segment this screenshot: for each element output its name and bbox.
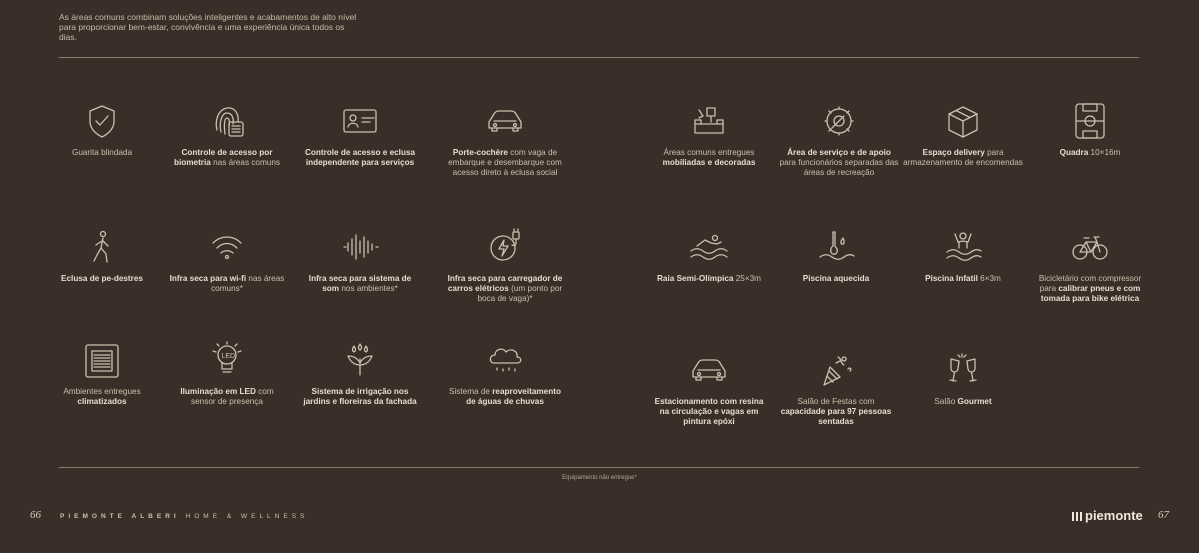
feature-item	[649, 226, 769, 284]
feature-label	[903, 397, 1023, 407]
bottom-divider	[59, 467, 1139, 468]
feature-label-bold: Área de serviço e de apoio	[787, 148, 891, 157]
feature-label	[445, 274, 565, 304]
soundwave-icon	[338, 226, 382, 268]
package-icon	[941, 100, 985, 142]
air-conditioner-icon	[80, 339, 124, 381]
feature-label-bold: Controle de acesso e eclusa independente para serviços	[304, 148, 416, 167]
feature-label-regular: 25×3m	[733, 274, 761, 283]
feature-label	[903, 274, 1023, 284]
feature-label-bold: Espaço delivery	[922, 148, 985, 157]
child-pool-icon	[941, 226, 985, 268]
feature-item	[445, 226, 565, 304]
feature-label-regular: Sistema de	[449, 387, 493, 396]
page-number-right: 67	[1158, 509, 1169, 521]
feature-label	[300, 387, 420, 407]
feature-label-regular: nos ambientes*	[339, 284, 398, 293]
feature-item	[167, 100, 287, 168]
rain-cloud-icon	[483, 339, 527, 381]
swimmer-icon	[687, 226, 731, 268]
feature-label	[300, 274, 420, 294]
intro-text: As áreas comuns combinam soluções inteligentes e acabamentos de alto nível para proporcionar bem-estar, convivência e uma experiência única todos os dias.	[59, 12, 357, 42]
feature-label-regular: com vaga de embarque e desembarque com acesso direto à eclusa social	[448, 148, 562, 177]
wifi-icon	[205, 226, 249, 268]
feature-item	[42, 100, 162, 158]
fingerprint-icon	[205, 100, 249, 142]
feature-label-bold: mobiliadas e decoradas	[662, 158, 756, 167]
feature-item	[903, 349, 1023, 407]
feature-label	[1030, 148, 1150, 158]
top-divider	[59, 57, 1139, 58]
logo-bars-icon	[1072, 512, 1082, 521]
feature-label-regular: Ambientes entregues	[63, 387, 141, 396]
party-popper-icon	[814, 349, 858, 391]
bicycle-icon	[1068, 226, 1112, 268]
feature-label-bold: climatizados	[77, 397, 127, 406]
feature-label-bold: nos jardins e floreiras da fachada	[303, 387, 417, 406]
feature-label-bold: Controle de acesso por biometria	[173, 148, 273, 167]
feature-label-bold: Gourmet	[957, 397, 992, 406]
feature-label-bold: calibrar pneus e com tomada para bike elétrica	[1040, 284, 1141, 303]
feature-item	[445, 100, 565, 178]
feature-label	[167, 274, 287, 294]
feature-item	[445, 339, 565, 407]
feature-label	[167, 148, 287, 168]
feature-label-regular: nas áreas comuns*	[211, 274, 285, 293]
car-icon	[483, 100, 527, 142]
feature-label-bold: Iluminação em LED	[180, 387, 256, 396]
feature-item	[300, 339, 420, 407]
piemonte-logo	[1072, 508, 1143, 523]
feature-label-bold: Eclusa de pe-destres	[61, 274, 143, 283]
page-number-left: 66	[30, 509, 41, 521]
feature-item	[300, 226, 420, 294]
feature-item	[1030, 226, 1150, 304]
feature-label	[779, 148, 899, 178]
feature-label-bold: Quadra	[1059, 148, 1089, 157]
feature-label	[42, 387, 162, 407]
feature-item	[167, 226, 287, 294]
brand-strong: PIEMONTE ALBERI	[60, 513, 180, 520]
feature-label-regular: 10×16m	[1088, 148, 1121, 157]
feature-item	[167, 339, 287, 407]
feature-label-regular: Salão	[934, 397, 958, 406]
feature-label	[42, 274, 162, 284]
feature-label-regular: 6×3m	[977, 274, 1001, 283]
feature-label-bold: Raia Semi-Olímpica	[657, 274, 734, 283]
brand-line	[60, 513, 308, 520]
feature-item	[649, 100, 769, 168]
feature-label	[649, 397, 769, 427]
feature-item	[903, 100, 1023, 168]
wrench-gear-icon	[817, 100, 861, 142]
feature-label	[300, 148, 420, 168]
pedestrian-icon	[80, 226, 124, 268]
feature-label-regular: (um ponto por boca de vaga)*	[477, 284, 563, 303]
shield-check-icon	[80, 100, 124, 142]
feature-label-regular: Áreas comuns entregues	[663, 148, 755, 157]
plant-icon	[338, 339, 382, 381]
brand-rest: HOME & WELLNESS	[179, 513, 309, 520]
feature-label-bold: capacidade para 97 pessoas sentadas	[780, 407, 892, 426]
feature-item	[300, 100, 420, 168]
feature-label-regular: para funcionários separadas das áreas de recreação	[779, 158, 899, 177]
feature-label-bold: Infra seca para carregador de carros elétricos	[447, 274, 563, 293]
ev-charger-icon	[483, 226, 527, 268]
id-card-icon	[338, 100, 382, 142]
feature-label-bold: Infra seca para sistema de som	[308, 274, 412, 293]
feature-label	[776, 397, 896, 427]
thermometer-water-icon	[814, 226, 858, 268]
feature-label	[445, 148, 565, 178]
logo-text: piemonte	[1085, 508, 1143, 523]
led-bulb-icon	[205, 339, 249, 381]
feature-label-regular: para armazenamento de encomendas	[903, 148, 1023, 167]
feature-item	[42, 339, 162, 407]
feature-label	[649, 274, 769, 284]
feature-label-bold: Sistema de irrigação	[311, 387, 392, 396]
feature-item	[776, 349, 896, 427]
feature-label	[776, 274, 896, 284]
feature-label-regular: Salão de Festas com	[797, 397, 875, 406]
feature-label	[649, 148, 769, 168]
footnote: Equipamento não entregue*	[562, 475, 637, 481]
feature-label-regular: com sensor de presença	[191, 387, 274, 406]
feature-label-regular: Guarita blindada	[71, 148, 133, 157]
feature-label	[903, 148, 1023, 168]
feature-label-bold: Infra seca para wi-fi	[169, 274, 247, 283]
feature-label-bold: Piscina aquecida	[802, 274, 870, 283]
feature-label-regular: Bicicletário com compressor para	[1038, 274, 1142, 293]
feature-item	[779, 100, 899, 178]
feature-item	[42, 226, 162, 284]
court-icon	[1068, 100, 1112, 142]
feature-item	[1030, 100, 1150, 158]
car-icon	[687, 349, 731, 391]
feature-item	[649, 349, 769, 427]
feature-label-regular: nas áreas comuns	[210, 158, 281, 167]
feature-label	[1030, 274, 1150, 304]
feature-label-bold: reaproveitamento de águas de chuvas	[466, 387, 561, 406]
feature-item	[903, 226, 1023, 284]
feature-label-bold: Porte-cochère	[452, 148, 508, 157]
svg-text:LED: LED	[221, 353, 236, 360]
furniture-icon	[687, 100, 731, 142]
feature-label	[167, 387, 287, 407]
feature-label-bold: Piscina Infatil	[925, 274, 978, 283]
feature-item	[776, 226, 896, 284]
feature-label-bold: Estacionamento com resina na circulação e vagas em pintura epóxi	[654, 397, 764, 426]
toast-glasses-icon	[941, 349, 985, 391]
feature-label	[42, 148, 162, 158]
feature-label	[445, 387, 565, 407]
